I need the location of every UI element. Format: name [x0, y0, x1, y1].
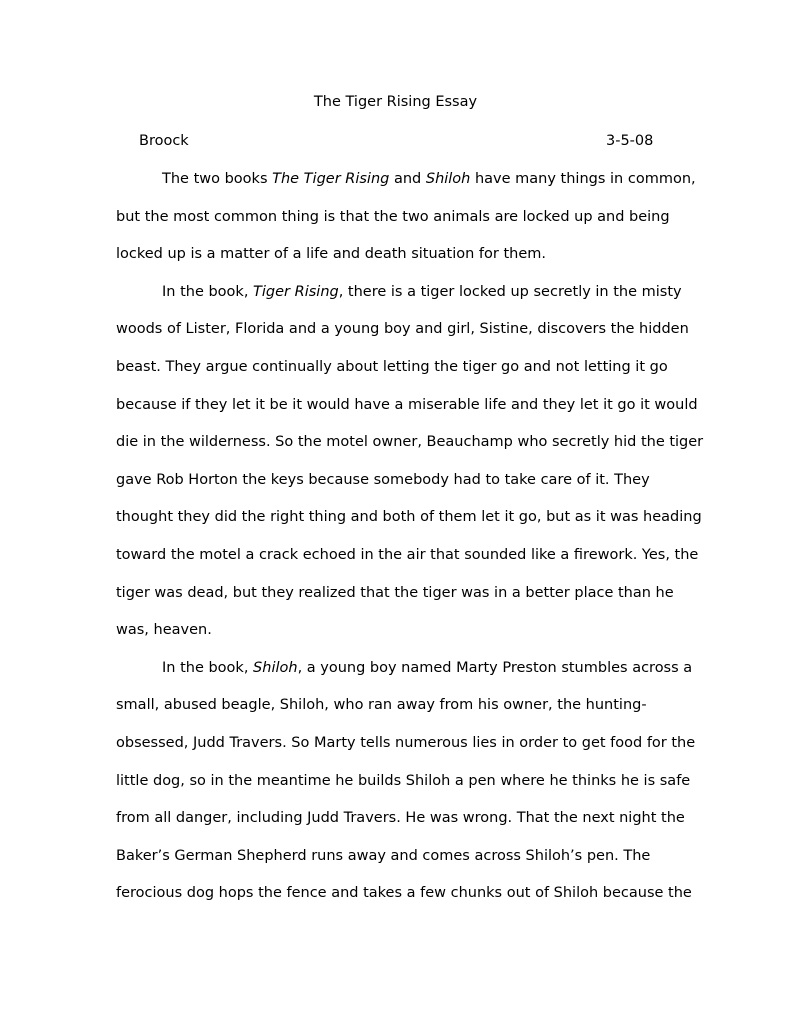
text-segment: Baker’s German Shepherd runs away and comes across Shiloh’s pen. The: [116, 847, 651, 864]
text-line: [116, 428, 704, 466]
text-segment: ferocious dog hops the fence and takes a few chunks out of Shiloh because the: [116, 885, 692, 902]
text-line: [116, 654, 693, 692]
text-line: [116, 165, 696, 203]
text-line: [116, 315, 689, 353]
book-title-italic: Shiloh: [253, 659, 298, 676]
text-line: [116, 842, 676, 880]
text-segment: obsessed, Judd Travers. So Marty tells numerous lies in order to get food for the: [116, 734, 696, 751]
text-line: [116, 804, 685, 842]
text-segment: toward the motel a crack echoed in the air that sounded like a firework. Yes, the: [116, 546, 699, 563]
text-segment: In the book,: [162, 283, 254, 300]
text-line: [116, 503, 702, 541]
document-title: The Tiger Rising Essay: [313, 94, 478, 110]
text-line: [116, 691, 676, 729]
text-segment: and: [389, 171, 426, 187]
text-line: [116, 240, 676, 278]
text-line: [116, 466, 676, 504]
text-segment: have many things in common,: [470, 171, 696, 187]
text-segment: was, heaven.: [116, 622, 212, 639]
text-segment: from all danger, including Judd Travers. He was wrong. That the next night the: [116, 810, 685, 827]
text-segment: beast. They argue continually about letting the tiger go and not letting it go: [116, 358, 668, 375]
text-segment: thought they did the right thing and both of them let it go, but as it was heading: [116, 509, 702, 526]
text-segment: little dog, so in the meantime he builds Shiloh a pen where he thinks he is safe: [116, 772, 691, 789]
text-segment: tiger was dead, but they realized that the tiger was in a better place than he: [116, 584, 674, 601]
text-line: [116, 203, 676, 241]
text-segment: but the most common thing is that the two animals are locked up and being: [116, 208, 670, 225]
book-title-italic: Shiloh: [425, 171, 471, 187]
book-title-italic: The Tiger Rising: [272, 171, 390, 187]
text-segment: , a young boy named Marty Preston stumbles across a: [297, 659, 693, 676]
book-title-italic: Tiger Rising: [253, 283, 339, 300]
text-segment: die in the wilderness. So the motel owner, Beauchamp who secretly hid the tiger: [116, 434, 704, 451]
text-segment: The two books: [162, 171, 273, 187]
text-line: [116, 729, 696, 767]
document-date: 3-5-08: [606, 133, 654, 149]
text-line: [116, 879, 692, 917]
text-segment: gave Rob Horton the keys because somebody had to take care of it. They: [116, 471, 650, 488]
text-segment: In the book,: [162, 659, 254, 676]
text-line: [116, 541, 699, 579]
author-name: Broock: [139, 133, 189, 149]
text-segment: small, abused beagle, Shiloh, who ran away from his owner, the hunting-: [116, 697, 647, 714]
text-segment: woods of Lister, Florida and a young boy and girl, Sistine, discovers the hidden: [116, 321, 689, 338]
text-line: [116, 391, 698, 429]
text-segment: locked up is a matter of a life and death situation for them.: [116, 246, 547, 263]
essay-body: [116, 165, 704, 917]
text-line: [116, 616, 676, 654]
text-segment: , there is a tiger locked up secretly in the misty: [338, 283, 682, 300]
text-line: [116, 767, 691, 805]
text-line: [116, 353, 676, 391]
text-line: [116, 278, 682, 316]
text-line: [116, 579, 676, 617]
text-segment: because if they let it be it would have a miserable life and they let it go it would: [116, 396, 698, 413]
